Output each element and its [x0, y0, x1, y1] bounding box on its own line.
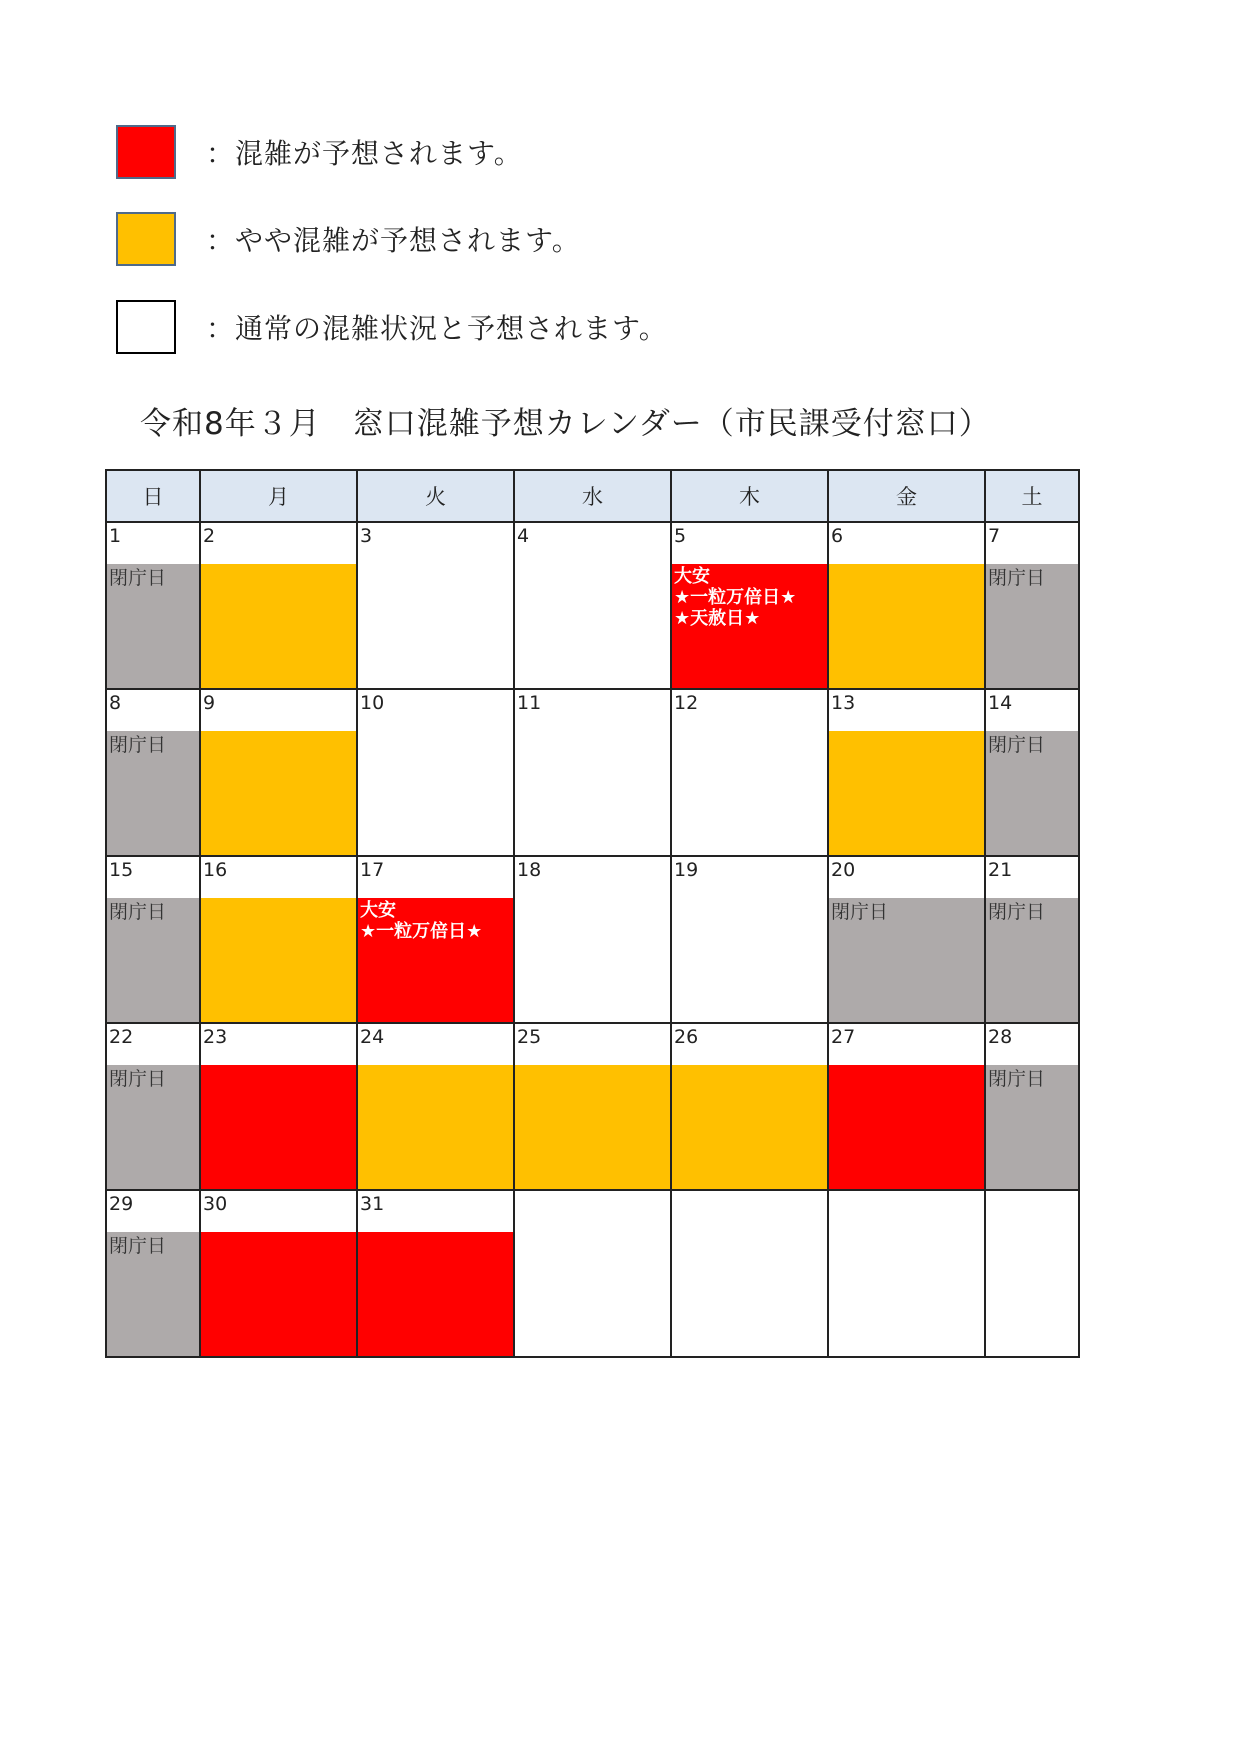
day-number: 8: [109, 692, 122, 714]
calendar-day-cell: [357, 689, 514, 856]
somewhat-busy-band: [201, 898, 356, 1022]
closed-day-band: [986, 898, 1078, 1022]
calendar-day-cell: [106, 1190, 200, 1357]
auspicious-note: 大安: [360, 900, 396, 921]
day-number: 18: [517, 859, 542, 881]
closed-day-band: [986, 1065, 1078, 1189]
auspicious-day-notes: [674, 566, 796, 629]
day-number: 22: [109, 1026, 134, 1048]
auspicious-note: ★一粒万倍日★: [674, 587, 797, 608]
calendar-day-cell: [671, 522, 828, 689]
day-number: 26: [674, 1026, 699, 1048]
day-number: 3: [360, 525, 373, 547]
closed-day-label: 閉庁日: [831, 901, 889, 923]
legend-label-normal: ：通常の混雑状況と予想されます。: [206, 312, 668, 345]
day-number: 20: [831, 859, 856, 881]
somewhat-busy-band: [358, 1065, 513, 1189]
closed-day-label: 閉庁日: [988, 734, 1046, 756]
auspicious-note: ★一粒万倍日★: [360, 921, 483, 942]
closed-day-label: 閉庁日: [988, 567, 1046, 589]
calendar-week-row: [106, 856, 1079, 1023]
calendar-day-cell: [200, 522, 357, 689]
day-number: 28: [988, 1026, 1013, 1048]
calendar-day-cell: [357, 1023, 514, 1190]
legend-label-somewhat-busy: ：やや混雑が予想されます。: [206, 224, 581, 257]
congestion-calendar: [105, 469, 1080, 1358]
calendar-day-cell: [985, 856, 1079, 1023]
calendar-day-cell: [985, 522, 1079, 689]
legend-swatch-white: [116, 300, 176, 354]
calendar-day-cell: [671, 1023, 828, 1190]
weekday-thu: 木: [671, 470, 828, 522]
weekday-sun: 日: [106, 470, 200, 522]
day-number: 21: [988, 859, 1013, 881]
day-number: 24: [360, 1026, 385, 1048]
legend-label-busy: ：混雑が予想されます。: [206, 137, 523, 170]
legend-item-somewhat-busy: [116, 210, 581, 268]
somewhat-busy-band: [201, 731, 356, 855]
closed-day-band: [829, 898, 984, 1022]
closed-day-band: [107, 1232, 199, 1356]
closed-day-label: 閉庁日: [109, 734, 167, 756]
calendar-day-cell: [671, 689, 828, 856]
calendar-day-cell: [828, 689, 985, 856]
legend-swatch-orange: [116, 212, 176, 266]
day-number: 19: [674, 859, 699, 881]
calendar-day-cell: [200, 856, 357, 1023]
day-number: 16: [203, 859, 228, 881]
day-number: 4: [517, 525, 530, 547]
closed-day-label: 閉庁日: [988, 901, 1046, 923]
day-number: 25: [517, 1026, 542, 1048]
calendar-day-cell: [106, 856, 200, 1023]
day-number: 9: [203, 692, 216, 714]
calendar-day-cell: [828, 1023, 985, 1190]
weekday-fri: 金: [828, 470, 985, 522]
closed-day-band: [107, 564, 199, 688]
calendar-day-cell: [828, 522, 985, 689]
weekday-sat: 土: [985, 470, 1079, 522]
closed-day-band: [107, 731, 199, 855]
day-number: 10: [360, 692, 385, 714]
day-number: 2: [203, 525, 216, 547]
calendar-empty-cell: [671, 1190, 828, 1357]
day-number: 27: [831, 1026, 856, 1048]
day-number: 31: [360, 1193, 385, 1215]
calendar-day-cell: [514, 856, 671, 1023]
busy-band: [358, 1232, 513, 1356]
day-number: 12: [674, 692, 699, 714]
calendar-body: [106, 522, 1079, 1357]
closed-day-band: [107, 898, 199, 1022]
calendar-day-cell: [357, 522, 514, 689]
closed-day-band: [986, 731, 1078, 855]
closed-day-band: [107, 1065, 199, 1189]
calendar-empty-cell: [828, 1190, 985, 1357]
weekday-mon: 月: [200, 470, 357, 522]
weekday-tue: 火: [357, 470, 514, 522]
calendar-day-cell: [514, 1023, 671, 1190]
auspicious-note: 大安: [674, 566, 710, 587]
calendar-day-cell: [106, 1023, 200, 1190]
calendar-empty-cell: [985, 1190, 1079, 1357]
busy-band: [201, 1065, 356, 1189]
weekday-header-row: [106, 470, 1079, 522]
day-number: 17: [360, 859, 385, 881]
legend-item-busy: [116, 123, 523, 181]
somewhat-busy-band: [672, 1065, 827, 1189]
day-number: 30: [203, 1193, 228, 1215]
legend-item-normal: [116, 298, 668, 356]
busy-band: [672, 564, 827, 688]
calendar-day-cell: [828, 856, 985, 1023]
day-number: 13: [831, 692, 856, 714]
day-number: 29: [109, 1193, 134, 1215]
calendar-day-cell: [357, 856, 514, 1023]
busy-band: [358, 898, 513, 1022]
calendar-day-cell: [200, 689, 357, 856]
calendar-day-cell: [200, 1023, 357, 1190]
closed-day-label: 閉庁日: [109, 567, 167, 589]
busy-band: [201, 1232, 356, 1356]
day-number: 1: [109, 525, 122, 547]
calendar-title: 令和8年３月 窓口混雑予想カレンダー（市民課受付窓口）: [140, 406, 991, 442]
closed-day-label: 閉庁日: [109, 901, 167, 923]
somewhat-busy-band: [515, 1065, 670, 1189]
calendar-day-cell: [985, 689, 1079, 856]
calendar-day-cell: [106, 522, 200, 689]
day-number: 11: [517, 692, 542, 714]
somewhat-busy-band: [829, 731, 984, 855]
weekday-wed: 水: [514, 470, 671, 522]
busy-band: [829, 1065, 984, 1189]
closed-day-label: 閉庁日: [109, 1068, 167, 1090]
closed-day-band: [986, 564, 1078, 688]
calendar-week-row: [106, 1190, 1079, 1357]
auspicious-note: ★天赦日★: [674, 608, 761, 629]
day-number: 6: [831, 525, 844, 547]
day-number: 15: [109, 859, 134, 881]
day-number: 23: [203, 1026, 228, 1048]
calendar-day-cell: [671, 856, 828, 1023]
calendar-day-cell: [200, 1190, 357, 1357]
closed-day-label: 閉庁日: [988, 1068, 1046, 1090]
calendar-day-cell: [357, 1190, 514, 1357]
calendar-week-row: [106, 522, 1079, 689]
calendar-empty-cell: [514, 1190, 671, 1357]
day-number: 7: [988, 525, 1001, 547]
closed-day-label: 閉庁日: [109, 1235, 167, 1257]
calendar-week-row: [106, 689, 1079, 856]
auspicious-day-notes: [360, 900, 482, 942]
day-number: 14: [988, 692, 1013, 714]
calendar-day-cell: [514, 689, 671, 856]
day-number: 5: [674, 525, 687, 547]
legend-swatch-red: [116, 125, 176, 179]
somewhat-busy-band: [201, 564, 356, 688]
somewhat-busy-band: [829, 564, 984, 688]
calendar-day-cell: [985, 1023, 1079, 1190]
calendar-day-cell: [106, 689, 200, 856]
calendar-week-row: [106, 1023, 1079, 1190]
calendar-day-cell: [514, 522, 671, 689]
